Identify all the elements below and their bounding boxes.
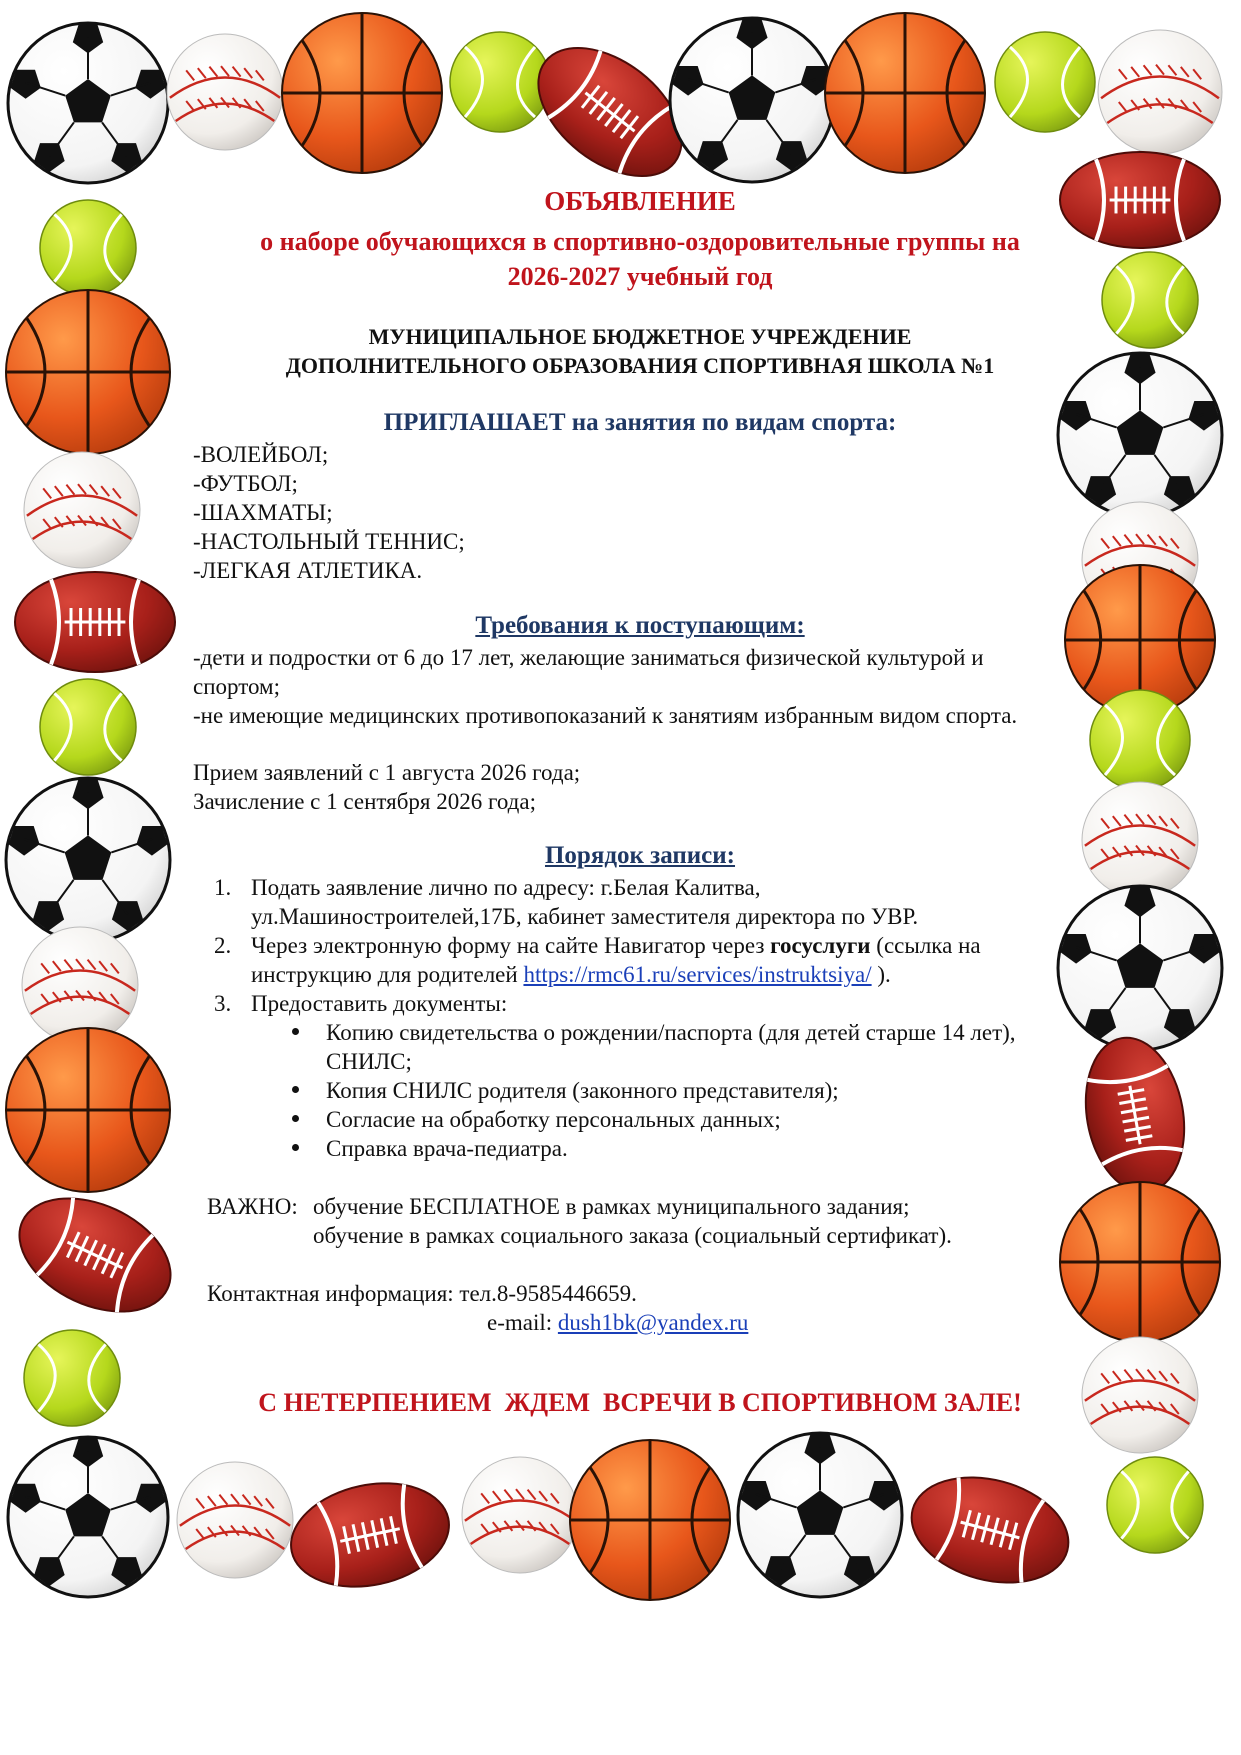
procedure-number-1: 1. (214, 875, 232, 900)
invite-heading (170, 409, 1110, 437)
document-line: СНИЛС; (326, 1049, 412, 1074)
tennis-ball-icon (40, 679, 136, 775)
requirements-text (193, 643, 1017, 730)
tennis-ball-icon (450, 32, 550, 132)
sports-list (193, 440, 465, 585)
baseball-icon (22, 927, 138, 1043)
basketball-icon (6, 1028, 170, 1192)
organization-name (170, 322, 1110, 380)
enrollment-date: Зачисление с 1 сентября 2026 года; (193, 789, 536, 814)
document-item (326, 1018, 1016, 1076)
tennis-ball-icon (1102, 252, 1198, 348)
contact-email-row (487, 1308, 748, 1337)
soccer-ball-icon (8, 23, 168, 183)
procedure-item-2-line2-post: ). (871, 962, 891, 987)
baseball-icon (24, 452, 140, 568)
important-line-1: обучение БЕСПЛАТНОЕ в рамках муниципального задания; (313, 1194, 910, 1219)
requirement-line: спортом; (193, 674, 280, 699)
basketball-icon (825, 13, 985, 173)
tennis-ball-icon (40, 200, 136, 296)
procedure-item-2-line2-pre: инструкцию для родителей (251, 962, 524, 987)
document-item: Согласие на обработку персональных данных; (326, 1107, 781, 1132)
document-item: Справка врача-педиатра. (326, 1136, 568, 1161)
procedure-item-2-post: (ссылка на (870, 933, 981, 958)
tennis-ball-icon (1090, 690, 1190, 790)
basketball-icon (282, 13, 442, 173)
sport-item: -ВОЛЕЙБОЛ; (193, 442, 329, 467)
document-line: Копию свидетельства о рождении/паспорта (для детей старше 14 лет), (326, 1020, 1016, 1045)
procedure-item-2 (251, 931, 981, 989)
applications-date: Прием заявлений с 1 августа 2026 года; (193, 760, 581, 785)
important-text (313, 1192, 952, 1250)
document-item: Копия СНИЛС родителя (законного представителя); (326, 1078, 839, 1103)
bullet-dot (292, 1086, 299, 1093)
sport-item: -ШАХМАТЫ; (193, 500, 333, 525)
baseball-icon (1082, 782, 1198, 898)
soccer-ball-icon (738, 1433, 902, 1597)
tennis-ball-icon (995, 32, 1095, 132)
tennis-ball-icon (1107, 1457, 1203, 1553)
procedure-item-2-line-1 (251, 931, 981, 960)
bullet-dot (292, 1144, 299, 1151)
procedure-item-2-pre: Через электронную форму на сайте Навигатор через (251, 933, 771, 958)
gosuslugi-bold: госуслуги (770, 933, 871, 958)
important-label: ВАЖНО: (207, 1194, 298, 1219)
rugby-ball-icon (900, 1461, 1080, 1599)
dates-block (193, 758, 580, 816)
procedure-item-3: Предоставить документы: (251, 991, 508, 1016)
procedure-number-3: 3. (214, 991, 232, 1016)
announcement-title: ОБЪЯВЛЕНИЕ (544, 186, 736, 216)
contact-phone: Контактная информация: тел.8-9585446659. (207, 1281, 637, 1306)
baseball-icon (177, 1462, 293, 1578)
rugby-ball-icon (15, 572, 175, 672)
rugby-ball-icon (281, 1469, 458, 1600)
soccer-ball-icon (1058, 886, 1222, 1050)
subtitle-line-1: о наборе обучающихся в спортивно-оздоровительные группы на (260, 227, 1020, 256)
organization-line-1: МУНИЦИПАЛЬНОЕ БЮДЖЕТНОЕ УЧРЕЖДЕНИЕ (368, 324, 912, 349)
soccer-ball-icon (670, 18, 834, 182)
basketball-icon (6, 290, 170, 454)
sport-item: -НАСТОЛЬНЫЙ ТЕННИС; (193, 529, 465, 554)
tennis-ball-icon (24, 1330, 120, 1426)
sport-item: -ФУТБОЛ; (193, 471, 298, 496)
rugby-ball-icon (1074, 1030, 1196, 1200)
soccer-ball-icon (8, 1437, 168, 1597)
requirement-line: -дети и подростки от 6 до 17 лет, желающие заниматься физической культурой и (193, 645, 984, 670)
organization-line-2: ДОПОЛНИТЕЛЬНОГО ОБРАЗОВАНИЯ СПОРТИВНАЯ ШКОЛА №1 (285, 353, 995, 378)
announcement-subtitle (170, 224, 1110, 294)
basketball-icon (570, 1440, 730, 1600)
soccer-ball-icon (6, 778, 170, 942)
bullet-dot (292, 1115, 299, 1122)
footer-slogan: С НЕТЕРПЕНИЕМ ЖДЕМ ВСРЕЧИ В СПОРТИВНОМ ЗАЛЕ! (258, 1388, 1022, 1417)
procedure-heading: Порядок записи: (544, 842, 736, 869)
procedure-item-1-line-1: Подать заявление лично по адресу: г.Белая Калитва, (251, 875, 761, 900)
baseball-icon (462, 1457, 578, 1573)
sport-item: -ЛЕГКАЯ АТЛЕТИКА. (193, 558, 423, 583)
email-label: e-mail: (487, 1310, 558, 1335)
email-link[interactable]: dush1bk@yandex.ru (557, 1310, 749, 1335)
requirements-heading: Требования к поступающим: (475, 612, 805, 639)
invite-bold: ПРИГЛАШАЕТ (383, 409, 566, 436)
baseball-icon (1098, 30, 1222, 154)
procedure-number-2: 2. (214, 933, 232, 958)
important-line-2: обучение в рамках социального заказа (социальный сертификат). (313, 1223, 952, 1248)
procedure-item-2-line-2 (251, 960, 981, 989)
requirement-line: -не имеющие медицинских противопоказаний к занятиям избранным видом спорта. (193, 703, 1018, 728)
instruction-link[interactable]: https://rmc61.ru/services/instruktsiya/ (523, 962, 872, 987)
baseball-icon (167, 34, 283, 150)
bullet-dot (292, 1028, 299, 1035)
invite-rest: на занятия по видам спорта: (565, 409, 897, 436)
basketball-icon (1060, 1182, 1220, 1342)
procedure-item-1-line-2: ул.Машиностроителей,17Б, кабинет заместителя директора по УВР. (251, 904, 919, 929)
procedure-item-1 (251, 873, 918, 931)
subtitle-line-2: 2026-2027 учебный год (507, 262, 773, 291)
rugby-ball-icon (1, 1176, 188, 1334)
